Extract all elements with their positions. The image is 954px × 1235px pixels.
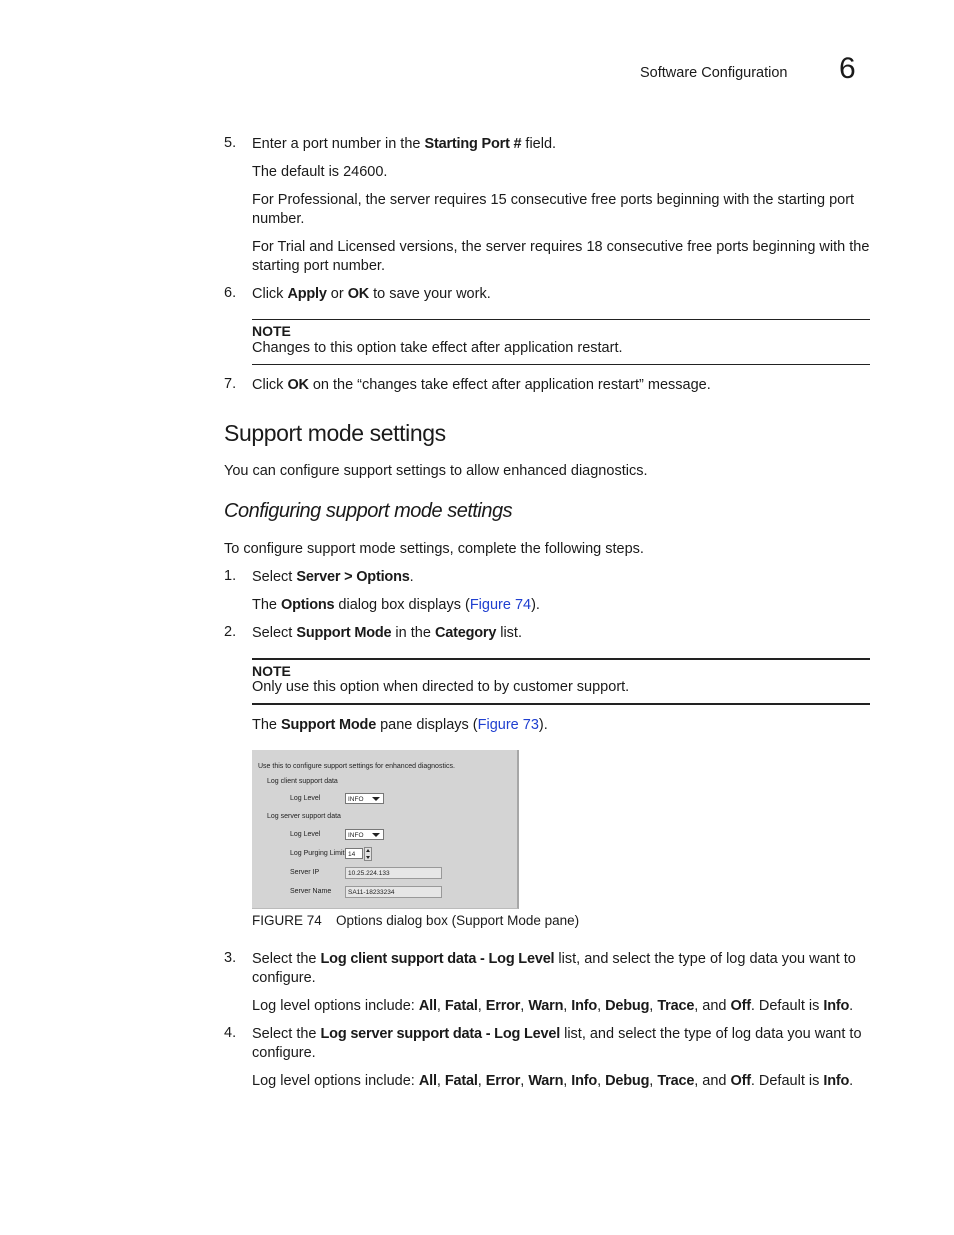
step-number: 4. (224, 1025, 237, 1041)
chevron-down-icon (372, 833, 380, 837)
text: Click (252, 377, 288, 393)
text: The (252, 717, 282, 733)
option-term: Off (730, 998, 751, 1014)
select-value: INFO (348, 832, 364, 839)
step-number: 6. (224, 285, 237, 301)
ui-term: Apply (287, 286, 327, 302)
note-label: NOTE (252, 323, 291, 339)
ui-term: OK (287, 377, 309, 393)
field-value: 10.25.224.133 (348, 870, 390, 877)
ui-term: Starting Port # (424, 136, 522, 152)
step-5-text (252, 135, 872, 154)
text: in the (391, 625, 435, 641)
select-value: INFO (348, 796, 364, 803)
option-term: Error (485, 998, 521, 1014)
server-log-level-label: Log Level (290, 831, 321, 838)
section-heading: Support mode settings (224, 420, 446, 446)
text: field. (521, 136, 557, 152)
text: dialog box displays ( (334, 597, 470, 613)
option-term: Info (823, 1073, 850, 1089)
step-2-text (252, 624, 872, 643)
step-number: 5. (224, 135, 237, 151)
ui-term: Support Mode (296, 625, 392, 641)
figure-link[interactable]: Figure 73 (477, 717, 539, 733)
running-header: Software Configuration (640, 65, 788, 81)
procedure-lead: To configure support mode settings, complete the following steps. (224, 541, 644, 557)
note-top-rule (252, 658, 870, 660)
text: list, and select the type of log data you want to configure. (252, 1026, 862, 1061)
text: list. (496, 625, 522, 641)
field-value: SA11-18233234 (348, 889, 395, 896)
server-log-level-select[interactable] (345, 829, 384, 840)
option-term: Trace (657, 1073, 695, 1089)
option-term: Error (485, 1073, 521, 1089)
text: . Default is (750, 998, 824, 1014)
figure-label: FIGURE 74 (252, 913, 322, 928)
option-term: All (418, 998, 437, 1014)
step-4-options (252, 1072, 872, 1091)
text: Log level options include: (252, 1073, 419, 1089)
text: . (849, 1073, 854, 1089)
subsection-heading: Configuring support mode settings (224, 500, 513, 522)
text: pane displays ( (376, 717, 478, 733)
text: , (520, 1073, 529, 1089)
figure-caption: Options dialog box (Support Mode pane) (336, 913, 580, 928)
text: Select the (252, 951, 321, 967)
client-log-level-label: Log Level (290, 795, 321, 802)
text: , (563, 998, 572, 1014)
ui-term: Support Mode (281, 717, 377, 733)
text: ). (531, 597, 540, 613)
server-group-label: Log server support data (267, 813, 341, 820)
ui-term: Options (281, 597, 335, 613)
text: on the “changes take effect after application restart” message. (308, 377, 711, 393)
text: . (409, 569, 414, 585)
text: Log level options include: (252, 998, 419, 1014)
text: Select the (252, 1026, 321, 1042)
option-term: Info (571, 998, 598, 1014)
text: Select (252, 569, 297, 585)
text: . Default is (750, 1073, 824, 1089)
step-2-result (252, 716, 872, 735)
chapter-number: 6 (839, 52, 856, 85)
text: , (649, 998, 658, 1014)
text: , and (694, 1073, 731, 1089)
text: Select (252, 625, 297, 641)
support-mode-pane-screenshot (252, 750, 519, 909)
text: , (477, 1073, 486, 1089)
step-5-default: The default is 24600. (252, 164, 388, 180)
option-term: Warn (528, 1073, 564, 1089)
spin-down-icon (366, 856, 370, 859)
purging-limit-spinner[interactable] (364, 847, 372, 861)
server-name-label: Server Name (290, 888, 332, 895)
step-number: 1. (224, 568, 237, 584)
step-1-result (252, 596, 872, 615)
step-7-text (252, 376, 872, 395)
client-log-level-select[interactable] (345, 793, 384, 804)
note-text: Only use this option when directed to by customer support. (252, 679, 630, 695)
ui-term: Server > Options (296, 569, 410, 585)
text: , (520, 998, 529, 1014)
client-group-label: Log client support data (267, 778, 338, 785)
option-term: Debug (605, 1073, 650, 1089)
text: , (597, 1073, 606, 1089)
option-term: Debug (605, 998, 650, 1014)
ui-term: Category (434, 625, 497, 641)
text: , (649, 1073, 658, 1089)
text: Click (252, 286, 288, 302)
text: , (563, 1073, 572, 1089)
chevron-down-icon (372, 797, 380, 801)
input-value: 14 (348, 851, 356, 858)
text: to save your work. (369, 286, 491, 302)
step-3-text (252, 950, 872, 988)
section-intro: You can configure support settings to allow enhanced diagnostics. (224, 463, 648, 479)
step-number: 7. (224, 376, 237, 392)
figure-link[interactable]: Figure 74 (469, 597, 532, 613)
note-label: NOTE (252, 663, 291, 679)
text: , and (694, 998, 731, 1014)
option-term: Trace (657, 998, 695, 1014)
option-term: Fatal (444, 1073, 478, 1089)
step-4-text (252, 1025, 872, 1063)
server-ip-field[interactable] (345, 867, 442, 879)
option-term: Info (823, 998, 850, 1014)
spin-up-icon (366, 849, 370, 852)
step-6-text (252, 285, 872, 304)
text: . (849, 998, 854, 1014)
note-text: Changes to this option take effect after application restart. (252, 340, 623, 356)
option-term: All (418, 1073, 437, 1089)
server-ip-label: Server IP (290, 869, 320, 876)
step-1-text (252, 568, 872, 587)
text: Enter a port number in the (252, 136, 425, 152)
note-bottom-rule (252, 703, 870, 705)
ui-term: Log client support data - Log Level (320, 951, 555, 967)
option-term: Warn (528, 998, 564, 1014)
step-5-professional: For Professional, the server requires 15 consecutive free ports beginning with the starting port number. (252, 192, 855, 227)
note-top-rule (252, 319, 870, 320)
text: list, and select the type of log data you want to configure. (252, 951, 856, 986)
text: , (436, 998, 445, 1014)
step-number: 3. (224, 950, 237, 966)
text: , (597, 998, 606, 1014)
text: , (436, 1073, 445, 1089)
option-term: Fatal (444, 998, 478, 1014)
step-3-options (252, 997, 872, 1016)
server-name-field[interactable] (345, 886, 442, 898)
text: or (326, 286, 348, 302)
text: ). (538, 717, 548, 733)
note-bottom-rule (252, 364, 870, 365)
pane-intro: Use this to configure support settings for enhanced diagnostics. (258, 763, 455, 770)
option-term: Off (730, 1073, 751, 1089)
text: The (252, 597, 282, 613)
ui-term: Log server support data - Log Level (320, 1026, 561, 1042)
step-5-trial: For Trial and Licensed versions, the server requires 18 consecutive free ports beginning with the starting port number. (252, 239, 870, 274)
purging-limit-label: Log Purging Limit (290, 850, 345, 857)
purging-limit-input[interactable] (345, 848, 363, 859)
option-term: Info (571, 1073, 598, 1089)
ui-term: OK (347, 286, 370, 302)
text: , (477, 998, 486, 1014)
step-number: 2. (224, 624, 237, 640)
